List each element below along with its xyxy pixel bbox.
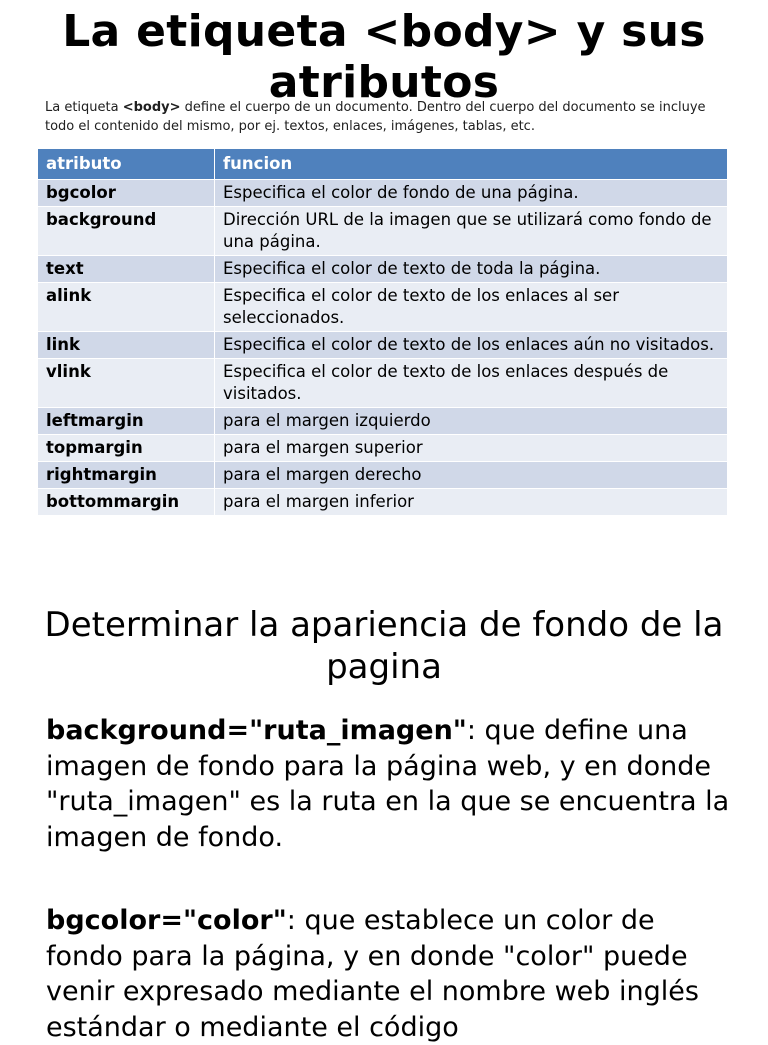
attribute-description: para el margen izquierdo [215,408,728,435]
table-row [38,435,728,462]
table-row [38,359,728,408]
attribute-description: Especifica el color de texto de los enlaces al ser seleccionados. [215,283,728,332]
table-row [38,256,728,283]
attribute-name: vlink [38,359,215,408]
table-row [38,283,728,332]
column-header-attribute: atributo [38,149,215,180]
table-row [38,462,728,489]
attribute-description: Especifica el color de fondo de una página. [215,180,728,207]
attribute-description: Especifica el color de texto de los enlaces después de visitados. [215,359,728,408]
table-row [38,332,728,359]
attribute-name: text [38,256,215,283]
page-title: La etiqueta <body> y sus atributos [62,6,706,108]
attribute-description: para el margen superior [215,435,728,462]
attribute-name: alink [38,283,215,332]
intro-text [45,98,735,136]
intro-prefix: La etiqueta [45,100,123,115]
table-row [38,207,728,256]
column-header-function: funcion [215,149,728,180]
attribute-description: para el margen derecho [215,462,728,489]
attribute-description: Especifica el color de texto de toda la página. [215,256,728,283]
table-row [38,180,728,207]
attribute-name: link [38,332,215,359]
attribute-name: leftmargin [38,408,215,435]
attribute-name: background [38,207,215,256]
attribute-description: Especifica el color de texto de los enlaces aún no visitados. [215,332,728,359]
attribute-description: Dirección URL de la imagen que se utilizará como fondo de una página. [215,207,728,256]
section-heading: Determinar la apariencia de fondo de la pagina [44,605,724,687]
paragraph-text: : que establece un color de fondo para la página, y en donde "color" puede venir expresado mediante el nombre web inglés estándar o mediante el código [46,905,699,1043]
attribute-name: rightmargin [38,462,215,489]
attribute-name: topmargin [38,435,215,462]
background-paragraph [46,713,736,855]
intro-tag: <body> [122,100,181,115]
table-header-row [38,149,728,180]
attribute-description: para el margen inferior [215,489,728,516]
attribute-name: bottommargin [38,489,215,516]
code-term: bgcolor="color" [46,905,287,936]
table-row [38,408,728,435]
paragraph-text: : que define una imagen de fondo para la página web, y en donde "ruta_imagen" es la ruta en la que se encuentra la imagen de fondo. [46,715,730,853]
attribute-name: bgcolor [38,180,215,207]
intro-suffix: define el cuerpo de un documento. Dentro del cuerpo del documento se incluye todo el contenido del mismo, por ej. textos, enlaces, imágenes, tablas, etc. [45,100,706,134]
code-term: background="ruta_imagen" [46,715,467,746]
attributes-table [37,148,728,516]
table-row [38,489,728,516]
